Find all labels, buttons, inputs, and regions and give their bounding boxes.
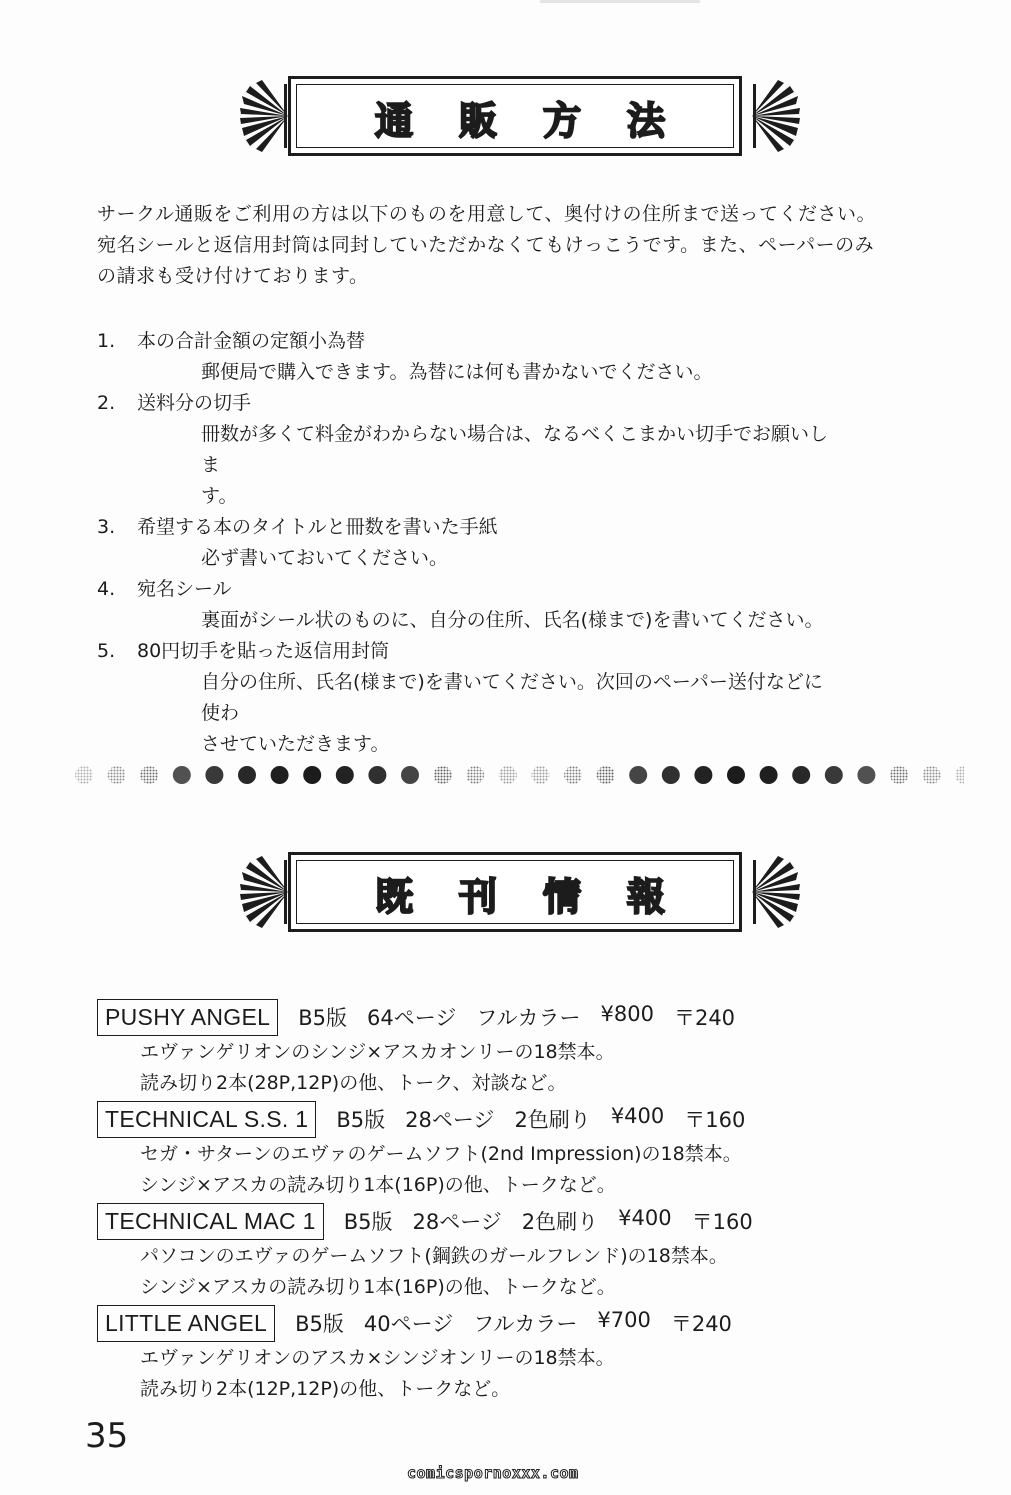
publication-postage: 〒160 <box>684 1108 746 1132</box>
publication-pages: 28ページ <box>405 1108 495 1132</box>
item-detail: させていただきます。 <box>201 733 390 755</box>
publication-format: B5版 <box>298 1006 348 1030</box>
list-item <box>97 388 937 512</box>
mail-order-list <box>97 326 937 760</box>
publication-price: ¥400 <box>618 1206 672 1230</box>
divider-dot <box>890 766 908 784</box>
item-detail: す。 <box>201 485 238 507</box>
watermark: comicspornoxxx.com <box>407 1464 579 1482</box>
divider-dot <box>466 766 484 784</box>
item-number: 2. <box>97 392 116 414</box>
item-detail: 裏面がシール状のものに、自分の住所、氏名(様まで)を書いてください。 <box>201 609 824 631</box>
publication-description: エヴァンゲリオンのシンジ×アスカオンリーの18禁本。 <box>140 1041 615 1063</box>
item-detail: 自分の住所、氏名(様まで)を書いてください。次回のペーパー送付などに使わ <box>201 671 823 724</box>
intro-line: 宛名シールと返信用封筒は同封していただかなくてもけっこうです。また、ペーパーのみ <box>97 234 875 256</box>
publication-format: B5版 <box>336 1108 386 1132</box>
divider-dot <box>336 766 354 784</box>
publication-title: TECHNICAL MAC 1 <box>97 1203 324 1240</box>
divider-dot <box>368 766 386 784</box>
publication-price: ¥700 <box>597 1308 651 1332</box>
divider-dot <box>857 766 875 784</box>
item-title: 本の合計金額の定額小為替 <box>137 330 366 352</box>
divider-dot <box>662 766 680 784</box>
publication-list <box>97 997 957 1405</box>
top-edge-scrap <box>540 0 700 6</box>
list-item <box>97 326 937 388</box>
item-number: 3. <box>97 516 116 538</box>
publication-pages: 40ページ <box>363 1312 454 1336</box>
item-detail: 郵便局で購入できます。為替には何も書かないでください。 <box>201 361 713 383</box>
mail-order-intro <box>97 199 937 292</box>
publication-pages: 28ページ <box>412 1210 502 1234</box>
publication-description: パソコンのエヴァのゲームソフト(鋼鉄のガールフレンド)の18禁本。 <box>140 1245 728 1267</box>
publication-format: B5版 <box>343 1210 393 1234</box>
back-issues-heading-frame <box>240 852 800 940</box>
divider-dot <box>531 766 549 784</box>
mail-order-heading-frame <box>240 76 800 164</box>
item-number: 5. <box>97 640 116 662</box>
list-item <box>97 636 937 760</box>
publication-entry <box>97 997 957 1099</box>
item-title: 80円切手を貼った返信用封筒 <box>137 640 390 662</box>
divider-dot <box>75 766 93 784</box>
publication-color: フルカラー <box>476 1006 581 1030</box>
item-detail: 冊数が多くて料金がわからない場合は、なるべくこまかい切手でお願いしま <box>201 423 829 476</box>
item-title: 宛名シール <box>137 578 232 600</box>
publication-postage: 〒240 <box>670 1312 732 1336</box>
divider-dot <box>727 766 745 784</box>
divider-dot <box>303 766 321 784</box>
divider-dot <box>271 766 289 784</box>
publication-title: LITTLE ANGEL <box>97 1305 275 1342</box>
publication-color: 2色刷り <box>521 1210 599 1234</box>
divider-dot <box>238 766 256 784</box>
publication-color: 2色刷り <box>514 1108 591 1132</box>
publication-description: 読み切り2本(12P,12P)の他、トークなど。 <box>140 1378 511 1400</box>
list-item <box>97 574 937 636</box>
publication-postage: 〒240 <box>673 1006 736 1030</box>
divider-dot <box>760 766 778 784</box>
item-title: 希望する本のタイトルと冊数を書いた手紙 <box>137 516 498 538</box>
list-item <box>97 512 937 574</box>
dotted-divider <box>74 760 964 790</box>
divider-dot <box>499 766 517 784</box>
publication-description: セガ・サターンのエヴァのゲームソフト(2nd Impression)の18禁本。 <box>140 1143 742 1165</box>
publication-description: シンジ×アスカの読み切り1本(16P)の他、トークなど。 <box>140 1276 616 1298</box>
publication-format: B5版 <box>295 1312 344 1336</box>
intro-line: の請求も受け付けております。 <box>97 265 369 287</box>
publication-title: TECHNICAL S.S. 1 <box>97 1101 316 1138</box>
publication-entry <box>97 1201 957 1303</box>
page-number: 35 <box>85 1416 129 1456</box>
divider-dot <box>108 766 126 784</box>
divider-dot <box>434 766 452 784</box>
publication-description: 読み切り2本(28P,12P)の他、トーク、対談など。 <box>140 1072 567 1094</box>
divider-dot <box>923 766 941 784</box>
publication-title: PUSHY ANGEL <box>97 999 278 1036</box>
intro-line: サークル通販をご利用の方は以下のものを用意して、奥付けの住所まで送ってください。 <box>97 203 877 225</box>
publication-entry <box>97 1303 957 1405</box>
divider-dot <box>401 766 419 784</box>
item-title: 送料分の切手 <box>137 392 252 414</box>
mail-order-heading: 通販方法 <box>374 99 711 143</box>
back-issues-heading: 既刊情報 <box>374 875 711 919</box>
divider-dot <box>205 766 223 784</box>
divider-dot <box>564 766 582 784</box>
divider-dot <box>792 766 810 784</box>
divider-dot <box>825 766 843 784</box>
divider-dot <box>597 766 615 784</box>
divider-dot <box>140 766 158 784</box>
divider-dot <box>173 766 191 784</box>
publication-price: ¥400 <box>610 1104 665 1128</box>
item-number: 4. <box>97 578 116 600</box>
publication-price: ¥800 <box>600 1002 654 1026</box>
publication-description: シンジ×アスカの読み切り1本(16P)の他、トークなど。 <box>140 1174 616 1196</box>
publication-description: エヴァンゲリオンのアスカ×シンジオンリーの18禁本。 <box>140 1347 615 1369</box>
publication-postage: 〒160 <box>691 1210 753 1234</box>
divider-dot <box>694 766 712 784</box>
publication-entry <box>97 1099 957 1201</box>
item-detail: 必ず書いておいてください。 <box>201 547 449 569</box>
publication-color: フルカラー <box>473 1312 578 1336</box>
divider-dot <box>955 766 964 784</box>
divider-dot <box>629 766 647 784</box>
item-number: 1. <box>97 330 116 352</box>
publication-pages: 64ページ <box>367 1006 457 1030</box>
